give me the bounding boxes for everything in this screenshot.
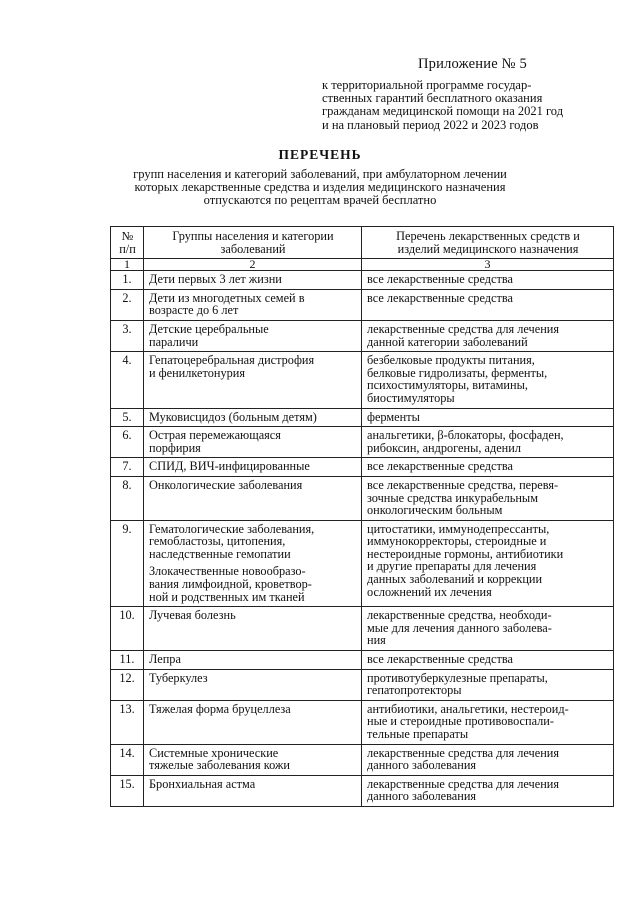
- row-group: [144, 775, 362, 806]
- row-number: 1.: [111, 271, 144, 290]
- group-line: возрасте до 6 лет: [149, 303, 239, 318]
- drugs-line: белковые гидролизаты, ферменты,: [367, 365, 548, 380]
- appendix-subtitle-line: к территориальной программе государ-: [322, 78, 532, 92]
- table-row: [111, 775, 614, 806]
- drugs-line: цитостатики, иммунодепрессанты,: [367, 521, 550, 536]
- group-line: Дети из многодетных семей в: [149, 290, 305, 305]
- drugs-line: осложнений их лечения: [367, 584, 492, 599]
- group-line: наследственные гемопатии: [149, 546, 291, 561]
- row-number: 7.: [111, 458, 144, 477]
- drugs-line: тельные препараты: [367, 727, 469, 741]
- drugs-line: данных заболеваний и коррекции: [367, 572, 543, 587]
- row-number: 4.: [111, 352, 144, 408]
- group-line: Лепра: [149, 652, 181, 667]
- group-line: Детские церебральные: [149, 321, 269, 336]
- appendix-subtitle: [322, 79, 622, 132]
- document-subtitle: [0, 168, 640, 208]
- row-group: [144, 427, 362, 458]
- table-header-row: [111, 227, 614, 259]
- row-group: [144, 352, 362, 408]
- row-drugs: [362, 700, 614, 744]
- row-group: [144, 669, 362, 700]
- drugs-line: биостимуляторы: [367, 390, 455, 405]
- header-text: №: [121, 229, 134, 243]
- document-subtitle-line: отпускаются по рецептам врачей бесплатно: [203, 193, 437, 208]
- drugs-line: зочные средства инкурабельным: [367, 490, 538, 505]
- row-number: 6.: [111, 427, 144, 458]
- row-drugs: [362, 520, 614, 607]
- document-title: ПЕРЕЧЕНЬ: [278, 147, 362, 162]
- group-extra-line: ной и родственных им тканей: [149, 589, 305, 604]
- drugs-line: ния: [367, 633, 386, 648]
- drugs-line: онкологическим больным: [367, 503, 503, 518]
- drugs-line: противотуберкулезные препараты,: [367, 670, 548, 685]
- table-row: [111, 427, 614, 458]
- drugs-line: лекарственные средства, необходи-: [367, 608, 552, 623]
- header-drugs: [362, 227, 614, 259]
- row-group: [144, 651, 362, 670]
- group-extra-line: вания лимфоидной, кроветвор-: [149, 577, 312, 592]
- appendix-subtitle-line: гражданам медицинской помощи на 2021 год: [322, 104, 564, 119]
- drugs-line: ферменты: [367, 409, 420, 424]
- table-body: [111, 271, 614, 807]
- header-text: заболеваний: [220, 241, 286, 256]
- appendix-subtitle-line: ственных гарантий бесплатного оказания: [322, 91, 543, 106]
- row-drugs: [362, 607, 614, 651]
- drugs-line: лекарственные средства для лечения: [367, 776, 560, 791]
- table-row: [111, 744, 614, 775]
- row-drugs: [362, 408, 614, 427]
- row-group: [144, 408, 362, 427]
- row-group: [144, 476, 362, 520]
- table-row: [111, 700, 614, 744]
- drugs-line: данной категории заболеваний: [367, 334, 528, 349]
- group-line: Муковисцидоз (больным детям): [149, 409, 317, 424]
- group-line: Гепатоцеребральная дистрофия: [149, 353, 315, 368]
- table-row: [111, 352, 614, 408]
- header-text: п/п: [119, 241, 136, 256]
- drugs-line: данного заболевания: [367, 758, 477, 773]
- table-row: [111, 669, 614, 700]
- document-subtitle-line: которых лекарственные средства и изделия медицинского назначения: [134, 180, 506, 195]
- row-group: [144, 271, 362, 290]
- row-number: 2.: [111, 289, 144, 320]
- table-row: [111, 289, 614, 320]
- table-row: [111, 651, 614, 670]
- group-line: Дети первых 3 лет жизни: [149, 272, 282, 287]
- header-num: [111, 227, 144, 259]
- row-number: 12.: [111, 669, 144, 700]
- group-line: Лучевая болезнь: [149, 608, 236, 623]
- row-number: 3.: [111, 320, 144, 351]
- group-line: Бронхиальная астма: [149, 776, 256, 791]
- row-number: 8.: [111, 476, 144, 520]
- drugs-line: все лекарственные средства, перевя-: [367, 477, 559, 492]
- header-groups: [144, 227, 362, 259]
- drugs-line: ные и стероидные противовоспали-: [367, 714, 554, 729]
- drugs-line: все лекарственные средства: [367, 272, 513, 287]
- group-line: Тяжелая форма бруцеллеза: [149, 701, 291, 716]
- column-index: 3: [362, 259, 614, 271]
- row-drugs: [362, 476, 614, 520]
- table-row: [111, 320, 614, 351]
- row-number: 5.: [111, 408, 144, 427]
- drugs-line: психостимуляторы, витамины,: [367, 378, 528, 393]
- header-text: изделий медицинского назначения: [397, 241, 579, 256]
- drugs-line: все лекарственные средства: [367, 459, 513, 474]
- row-drugs: [362, 352, 614, 408]
- row-group: [144, 607, 362, 651]
- group-line: Гематологические заболевания,: [149, 521, 315, 536]
- row-group: [144, 744, 362, 775]
- drugs-line: лекарственные средства для лечения: [367, 321, 560, 336]
- drugs-line: нестероидные гормоны, антибиотики: [367, 546, 564, 561]
- row-drugs: [362, 744, 614, 775]
- row-group: [144, 520, 362, 607]
- drugs-line: антибиотики, анальгетики, нестероид-: [367, 701, 569, 716]
- group-line: СПИД, ВИЧ-инфицированные: [149, 459, 310, 474]
- row-number: 13.: [111, 700, 144, 744]
- drugs-line: мые для лечения данного заболева-: [367, 620, 552, 635]
- drugs-line: все лекарственные средства: [367, 290, 513, 305]
- row-group: [144, 320, 362, 351]
- row-drugs: [362, 289, 614, 320]
- row-drugs: [362, 669, 614, 700]
- document-subtitle-line: групп населения и категорий заболеваний, при амбулаторном лечении: [133, 167, 507, 181]
- appendix-title: Приложение № 5: [418, 56, 527, 72]
- column-index-row: [111, 259, 614, 271]
- table-row: [111, 408, 614, 427]
- group-line: Онкологические заболевания: [149, 477, 303, 492]
- drug-list-table: [110, 226, 614, 807]
- row-number: 15.: [111, 775, 144, 806]
- row-drugs: [362, 320, 614, 351]
- drugs-line: гепатопротекторы: [367, 683, 462, 698]
- group-line: гемобластозы, цитопения,: [149, 534, 286, 549]
- table-row: [111, 520, 614, 607]
- row-number: 14.: [111, 744, 144, 775]
- group-line: и фенилкетонурия: [149, 365, 245, 380]
- column-index: 1: [111, 259, 144, 271]
- drugs-line: все лекарственные средства: [367, 652, 513, 667]
- row-number: 9.: [111, 520, 144, 607]
- drugs-line: рибоксин, андрогены, аденил: [367, 440, 521, 455]
- row-drugs: [362, 271, 614, 290]
- row-group: [144, 700, 362, 744]
- drugs-line: лекарственные средства для лечения: [367, 745, 560, 760]
- row-drugs: [362, 775, 614, 806]
- row-drugs: [362, 651, 614, 670]
- drugs-line: анальгетики, β-блокаторы, фосфаден,: [367, 428, 564, 443]
- drugs-line: иммунокорректоры, стероидные и: [367, 534, 547, 549]
- drugs-line: и другие препараты для лечения: [367, 559, 537, 574]
- table-row: [111, 271, 614, 290]
- group-extra-line: Злокачественные новообразо-: [149, 564, 306, 579]
- row-number: 10.: [111, 607, 144, 651]
- header-text: Группы населения и категории: [172, 229, 334, 243]
- group-line: Острая перемежающаяся: [149, 428, 281, 443]
- group-line: тяжелые заболевания кожи: [149, 758, 291, 773]
- appendix-subtitle-line: и на плановый период 2022 и 2023 годов: [322, 117, 539, 132]
- group-line: порфирия: [149, 440, 201, 455]
- group-line: Туберкулез: [149, 670, 208, 685]
- row-drugs: [362, 458, 614, 477]
- row-drugs: [362, 427, 614, 458]
- table-row: [111, 476, 614, 520]
- row-group: [144, 289, 362, 320]
- header-text: Перечень лекарственных средств и: [396, 229, 580, 243]
- row-group: [144, 458, 362, 477]
- group-line: Системные хронические: [149, 745, 279, 760]
- drugs-line: данного заболевания: [367, 789, 477, 804]
- group-line: параличи: [149, 334, 199, 349]
- table-row: [111, 458, 614, 477]
- row-number: 11.: [111, 651, 144, 670]
- drugs-line: безбелковые продукты питания,: [367, 353, 535, 368]
- column-index: 2: [144, 259, 362, 271]
- table-row: [111, 607, 614, 651]
